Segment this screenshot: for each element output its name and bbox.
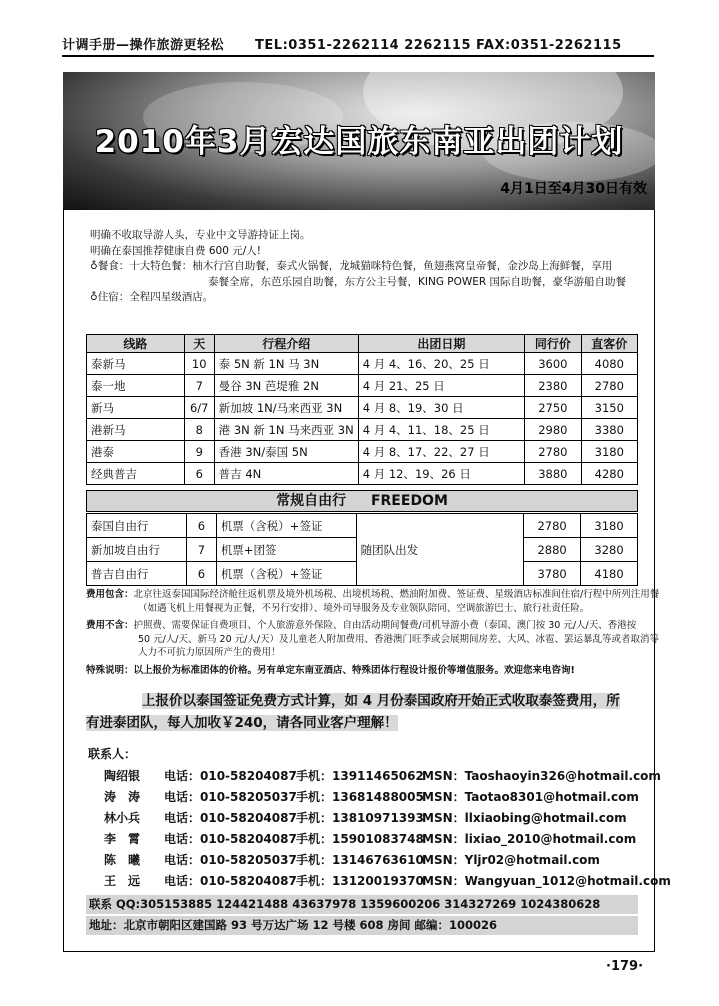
contact-mobile: 手机：13810971393 [296, 811, 424, 825]
route-days: 6 [186, 514, 216, 538]
notice-line: 上报价以泰国签证免费方式计算，如 4 月份泰国政府开始正式收取泰签费用，所 [142, 693, 620, 709]
route-days: 9 [184, 441, 214, 463]
route-days: 6 [186, 562, 216, 586]
col-header: 行程介绍 [214, 335, 358, 353]
special-label: 特殊说明： [86, 664, 134, 676]
company-address: 地址：北京市朝阳区建国路 93 号万达广场 12 号楼 608 房间 邮编：100026 [86, 916, 638, 935]
included-label: 费用包含： [86, 589, 134, 600]
route-dates: 4 月 4、16、20、25 日 [358, 353, 524, 375]
intro-line: 泰餐全席，东芭乐园自助餐，东方公主号餐，KING POWER 国际自助餐，豪华游船自助餐 [208, 275, 627, 288]
route-dates: 4 月 4、11、18、25 日 [358, 419, 524, 441]
table-row [87, 375, 638, 397]
included-text: 北京往返泰国国际经济舱往返机票及境外机场税、出境机场税、燃油附加费、签证费、星级酒店标准间住宿/行程中所列注用餐 [133, 589, 660, 600]
retail-price: 3380 [581, 419, 637, 441]
peer-price: 2880 [524, 538, 581, 562]
contact-msn: MSN：Wangyuan_1012@hotmail.com [422, 874, 671, 888]
validity-period: 4月1日至4月30日有效 [500, 181, 647, 197]
table-row [87, 419, 638, 441]
contact-name: 涛 涛 [104, 790, 141, 804]
route-days: 7 [186, 538, 216, 562]
col-header: 出团日期 [358, 335, 524, 353]
route-days: 8 [184, 419, 214, 441]
visa-fee-notice [86, 690, 638, 734]
route-name: 新马 [87, 397, 185, 419]
intro-text [90, 228, 640, 306]
contact-tel: 电话：010-58204087 [164, 832, 297, 846]
title-banner [63, 72, 655, 210]
intro-line: ♁餐食：十大特色餐：柚木行宫自助餐，泰式火锅餐，龙城猫咪特色餐，鱼翅燕窝皇帝餐，金沙岛上海鲜餐，享用 [90, 260, 613, 272]
excluded-text: 护照费、需要保证自费项目、个人旅游意外保险、自由活动期间餐费/司机导游小费（泰国、澳门按 30 元/人/天、香港按 [133, 620, 637, 631]
route-name: 泰国自由行 [87, 514, 187, 538]
contact-tel: 电话：010-58204087 [164, 769, 297, 783]
table-row [87, 514, 638, 538]
route-itinerary: 普吉 4N [214, 463, 358, 485]
route-itinerary: 新加坡 1N/马来西亚 3N [214, 397, 358, 419]
route-itinerary: 机票（含税）+签证 [216, 514, 356, 538]
route-name: 泰一地 [87, 375, 185, 397]
intro-line: ♁住宿：全程四星级酒店。 [90, 291, 214, 303]
page-title: 2010年3月宏达国旅东南亚出团计划 [94, 124, 624, 160]
peer-price: 2780 [525, 441, 581, 463]
peer-price: 3880 [525, 463, 581, 485]
route-name: 新加坡自由行 [87, 538, 187, 562]
route-name: 泰新马 [87, 353, 185, 375]
route-dates: 4 月 21、25 日 [358, 375, 524, 397]
contact-name: 林小兵 [104, 811, 141, 825]
peer-price: 2750 [525, 397, 581, 419]
excluded-line [86, 619, 646, 633]
table-row [87, 441, 638, 463]
route-itinerary: 港 3N 新 1N 马来西亚 3N [214, 419, 358, 441]
contact-name: 陈 曦 [104, 853, 141, 867]
page-number: ·179· [606, 959, 644, 974]
peer-price: 2380 [525, 375, 581, 397]
excluded-text: 50 元/人/天、新马 20 元/人/天）及儿童老人附加费用、香港澳门旺季或会展期间房差、大风、冰雹、罢运暴乱等或者取消等 [138, 633, 660, 645]
route-days: 6 [184, 463, 214, 485]
contact-msn: MSN：Taotao8301@hotmail.com [422, 790, 639, 804]
retail-price: 3150 [581, 397, 637, 419]
col-header: 同行价 [525, 335, 581, 353]
contact-mobile: 手机：13120019370 [296, 874, 424, 888]
contact-tel: 电话：010-58205037 [164, 790, 297, 804]
peer-price: 2980 [525, 419, 581, 441]
route-itinerary: 香港 3N/泰国 5N [214, 441, 358, 463]
route-itinerary: 泰 5N 新 1N 马 3N [214, 353, 358, 375]
contact-mobile: 手机：13681488005 [296, 790, 424, 804]
route-name: 港新马 [87, 419, 185, 441]
contact-msn: MSN：Yljr02@hotmail.com [422, 853, 600, 867]
route-itinerary: 机票+团签 [216, 538, 356, 562]
routes-table [86, 334, 638, 485]
peer-price: 3600 [525, 353, 581, 375]
table-row [87, 463, 638, 485]
contact-name: 王 远 [104, 874, 141, 888]
route-name: 经典普吉 [87, 463, 185, 485]
included-line [86, 588, 660, 602]
contact-mobile: 手机：15901083748 [296, 832, 424, 846]
route-itinerary: 机票（含税）+签证 [216, 562, 356, 586]
table-row [87, 397, 638, 419]
contact-tel: 电话：010-58204087 [164, 874, 297, 888]
retail-price: 3280 [581, 538, 638, 562]
route-name: 港泰 [87, 441, 185, 463]
route-dates: 4 月 8、17、22、27 日 [358, 441, 524, 463]
freedom-section-header: 常规自由行 FREEDOM [86, 490, 638, 512]
route-days: 6/7 [184, 397, 214, 419]
route-name: 普吉自由行 [87, 562, 187, 586]
retail-price: 2780 [581, 375, 637, 397]
excluded-text: 人力不可抗力原因所产生的费用！ [138, 647, 281, 658]
special-line [86, 664, 646, 678]
peer-price: 3780 [524, 562, 581, 586]
contact-mobile: 手机：13911465062 [296, 769, 424, 783]
page-header [62, 34, 654, 57]
route-dates: 4 月 8、19、30 日 [358, 397, 524, 419]
intro-line: 明确在泰国推荐健康自费 600 元/人! [90, 244, 261, 257]
contact-name: 陶绍银 [104, 769, 141, 783]
retail-price: 4180 [581, 562, 638, 586]
fee-notes [86, 588, 660, 677]
departure-note: 随团队出发 [356, 514, 524, 586]
included-text: （如遇飞机上用餐视为正餐，不另行安排）、境外司导服务及专业领队陪同、空调旅游巴士、旅行社责任险。 [138, 602, 590, 614]
col-header: 天 [184, 335, 214, 353]
route-days: 7 [184, 375, 214, 397]
table-row [87, 353, 638, 375]
intro-line: 明确不收取导游人头，专业中文导游持证上岗。 [90, 229, 311, 241]
contact-tel: 电话：010-58204087 [164, 811, 297, 825]
notice-line: 有进泰团队，每人加收￥240，请各同业客户理解！ [86, 715, 398, 731]
table-header-row [87, 335, 638, 353]
excluded-label: 费用不含： [86, 620, 134, 631]
route-days: 10 [184, 353, 214, 375]
col-header: 直客价 [581, 335, 637, 353]
col-header: 线路 [87, 335, 185, 353]
contact-msn: MSN：lixiao_2010@hotmail.com [422, 832, 637, 846]
retail-price: 3180 [581, 514, 638, 538]
route-dates: 4 月 12、19、26 日 [358, 463, 524, 485]
retail-price: 3180 [581, 441, 637, 463]
contact-name: 李 霄 [104, 832, 141, 846]
free-travel-table [86, 513, 638, 586]
contact-msn: MSN：llxiaobing@hotmail.com [422, 811, 627, 825]
contact-msn: MSN：Taoshaoyin326@hotmail.com [422, 769, 661, 783]
retail-price: 4080 [581, 353, 637, 375]
header-phones: TEL:0351-2262114 2262115 FAX:0351-2262115 [255, 38, 622, 53]
contact-mobile: 手机：13146763610 [296, 853, 424, 867]
special-text: 以上报价为标准团体的价格。另有单定东南亚酒店、特殊团体行程设计报价等增值服务。欢迎您来电咨询! [133, 664, 575, 676]
peer-price: 2780 [524, 514, 581, 538]
retail-price: 4280 [581, 463, 637, 485]
route-itinerary: 曼谷 3N 芭堤雅 2N [214, 375, 358, 397]
contacts-label: 联系人： [88, 747, 137, 761]
contact-tel: 电话：010-58205037 [164, 853, 297, 867]
contact-qq: 联系 QQ:305153885 124421488 43637978 1359600206 314327269 1024380628 [86, 895, 638, 914]
footer-info [86, 895, 638, 937]
header-tagline: 计调手册—操作旅游更轻松 [62, 38, 225, 53]
